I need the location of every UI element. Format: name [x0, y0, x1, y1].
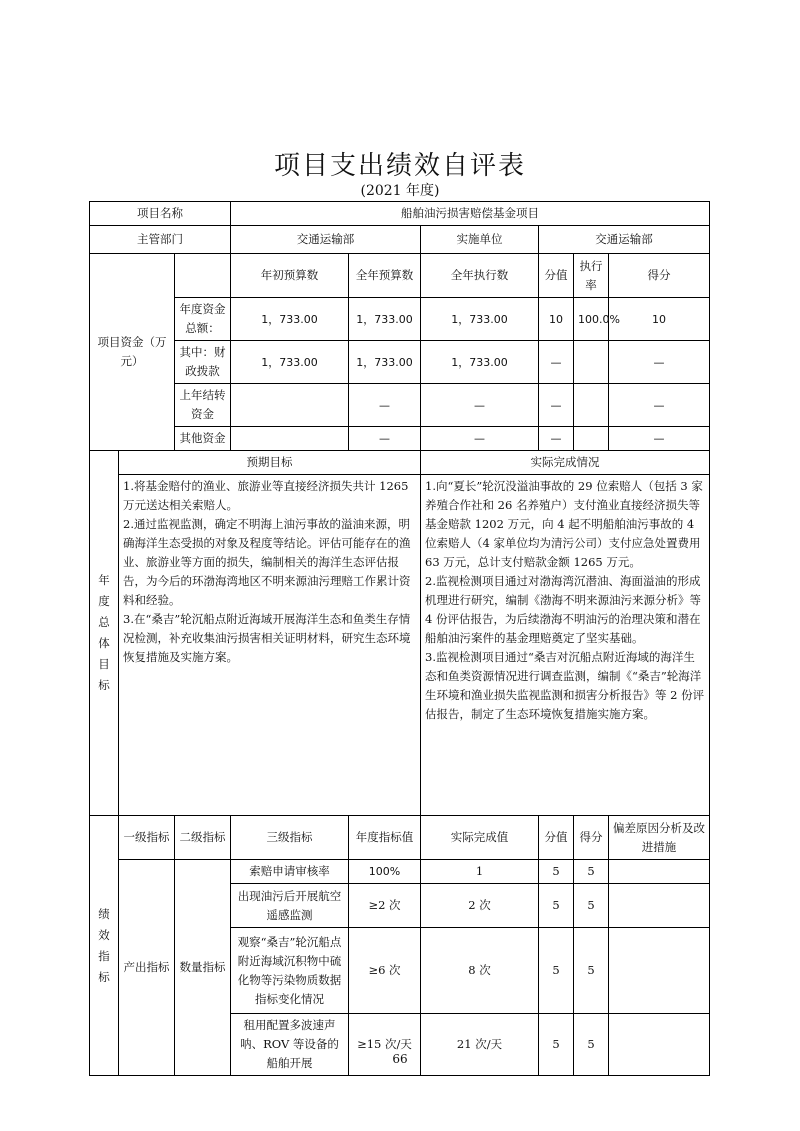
goals-header-row: [90, 451, 710, 475]
impl-value: 交通运输部: [539, 226, 710, 254]
page-subtitle: (2021 年度): [360, 183, 440, 199]
indicator-target: 100%: [349, 860, 421, 884]
indicator-target: ≥6 次: [349, 928, 421, 1014]
indicator-reason: [609, 1014, 710, 1076]
indicator-score: 5: [539, 1014, 574, 1076]
funds-header-col: 分值: [539, 254, 574, 298]
funds-cell: [231, 384, 349, 427]
funds-cell: —: [349, 427, 421, 451]
funds-cell: —: [609, 384, 710, 427]
level1-value: 产出指标: [119, 860, 175, 1076]
funds-header-col: 年初预算数: [231, 254, 349, 298]
reason-header: 偏差原因分析及改进措施: [609, 816, 710, 860]
funds-header-col: 全年执行数: [421, 254, 539, 298]
funds-header-col: 得分: [609, 254, 710, 298]
funds-cell: [574, 384, 609, 427]
got-header: 得分: [574, 816, 609, 860]
funds-cell: —: [539, 427, 574, 451]
indicator-score: 5: [539, 860, 574, 884]
goals-content-row: [90, 475, 710, 816]
indicator-got: 5: [574, 860, 609, 884]
expected-goal-item: 3.在“桑吉”轮沉船点附近海域开展海洋生态和鱼类生存情况检测，补充收集油污损害相关证明材料，研究生态环境恢复措施及实施方案。: [123, 612, 411, 664]
funds-row: [90, 298, 710, 341]
project-name-row: [90, 202, 710, 226]
funds-cell: 10: [609, 298, 710, 341]
dept-value: 交通运输部: [231, 226, 421, 254]
funds-row: [90, 384, 710, 427]
expected-header: 预期目标: [119, 451, 421, 475]
expected-goals: [119, 475, 421, 816]
department-row: [90, 226, 710, 254]
project-name-label: 项目名称: [90, 202, 231, 226]
actual-result-item: 3.监视检测项目通过“桑吉对沉船点附近海域的海洋生态和鱼类资源情况进行调查监测，编制《“桑吉”轮海洋生环境和渔业损失监视监测和损害分析报告》等 2 份评估报告，制定了生态环境恢复措施实施方案。: [425, 650, 705, 721]
funds-cell: —: [421, 427, 539, 451]
funds-row-label: 其他资金: [175, 427, 231, 451]
indicator-name: 索赔申请审核率: [231, 860, 349, 884]
indicator-got: 5: [574, 1014, 609, 1076]
indicator-name: 观察“桑吉”轮沉船点附近海域沉积物中硫化物等污染物质数据指标变化情况: [231, 928, 349, 1014]
indicator-reason: [609, 860, 710, 884]
funds-header-row: [90, 254, 710, 298]
funds-cell: 1，733.00: [231, 298, 349, 341]
indicator-actual: 8 次: [421, 928, 539, 1014]
goals-label: 年度总体目标: [90, 451, 119, 816]
funds-cell: 1，733.00: [421, 341, 539, 384]
indicator-score: 5: [539, 884, 574, 928]
indicator-name: 出现油污后开展航空遥感监测: [231, 884, 349, 928]
indicator-name: 租用配置多波速声呐、ROV 等设备的船舶开展: [231, 1014, 349, 1076]
level2-value: 数量指标: [175, 860, 231, 1076]
indicator-actual: 2 次: [421, 884, 539, 928]
funds-cell: 1，733.00: [231, 341, 349, 384]
level1-header: 一级指标: [119, 816, 175, 860]
indicator-reason: [609, 884, 710, 928]
indicator-got: 5: [574, 928, 609, 1014]
actual-result-item: 2.监视检测项目通过对渤海湾沉潜油、海面溢油的形成机理进行研究，编制《渤海不明来源油污来源分析》等 4 份评估报告，为后续渤海不明油污的治理决策和潜在船舶油污案件的基金理赔奠定了坚实基础。: [425, 574, 702, 645]
funds-row-label: 上年结转资金: [175, 384, 231, 427]
funds-cell: [574, 341, 609, 384]
funds-cell: —: [349, 384, 421, 427]
performance-table: [89, 201, 710, 1076]
dept-label: 主管部门: [90, 226, 231, 254]
funds-cell: 10: [539, 298, 574, 341]
funds-cell: 1，733.00: [349, 341, 421, 384]
funds-header-col: 全年预算数: [349, 254, 421, 298]
project-name-value: 船舶油污损害赔偿基金项目: [231, 202, 710, 226]
page-number: 66: [392, 1052, 408, 1066]
indicator-actual: 1: [421, 860, 539, 884]
level2-header: 二级指标: [175, 816, 231, 860]
funds-cell: 100.0%: [574, 298, 609, 341]
funds-cell: [231, 427, 349, 451]
score-header: 分值: [539, 816, 574, 860]
actual-result-item: 1.向“夏长”轮沉没溢油事故的 29 位索赔人（包括 3 家养殖合作社和 26 名养殖户）支付渔业直接经济损失等基金赔款 1202 万元，向 4 起不明船舶油污事故的 4 位索赔人（4 家单位均为清污公司）支付应急处置费用 63 万元，总计支付赔款金额 1265 万元。: [425, 479, 703, 569]
indicator-got: 5: [574, 884, 609, 928]
page-title: 项目支出绩效自评表: [273, 151, 526, 181]
perf-label: 绩效指标: [90, 816, 119, 1076]
funds-cell: —: [539, 384, 574, 427]
impl-label: 实施单位: [421, 226, 539, 254]
funds-header-col: 执行率: [574, 254, 609, 298]
funds-cell: —: [421, 384, 539, 427]
level3-header: 三级指标: [231, 816, 349, 860]
funds-row: [90, 427, 710, 451]
expected-goal-item: 1.将基金赔付的渔业、旅游业等直接经济损失共计 1265 万元送达相关索赔人。: [123, 479, 409, 512]
funds-row: [90, 341, 710, 384]
funds-row-label: 年度资金总额：: [175, 298, 231, 341]
indicator-score: 5: [539, 928, 574, 1014]
perf-row: [90, 860, 710, 884]
indicator-target: ≥15 次/天: [349, 1014, 421, 1076]
expected-goal-item: 2.通过监视监测，确定不明海上油污事故的溢油来源，明确海洋生态受损的对象及程度等结论。评估可能存在的渔业、旅游业等方面的损失，编制相关的海洋生态评估报告，为今后的环渤海湾地区不明来源油污理赔工作累计资料和经验。: [123, 517, 411, 607]
funds-cell: —: [609, 341, 710, 384]
actual-results: [421, 475, 710, 816]
funds-header-blank: [175, 254, 231, 298]
funds-cell: 1，733.00: [349, 298, 421, 341]
funds-cell: [574, 427, 609, 451]
funds-label: 项目资金（万元）: [90, 254, 175, 451]
funds-row-label: 其中：财政拨款: [175, 341, 231, 384]
target-header: 年度指标值: [349, 816, 421, 860]
indicator-actual: 21 次/天: [421, 1014, 539, 1076]
indicator-reason: [609, 928, 710, 1014]
funds-cell: —: [609, 427, 710, 451]
funds-cell: —: [539, 341, 574, 384]
indicator-target: ≥2 次: [349, 884, 421, 928]
actual-header: 实际完成情况: [421, 451, 710, 475]
funds-cell: 1，733.00: [421, 298, 539, 341]
perf-header-row: [90, 816, 710, 860]
actual-value-header: 实际完成值: [421, 816, 539, 860]
